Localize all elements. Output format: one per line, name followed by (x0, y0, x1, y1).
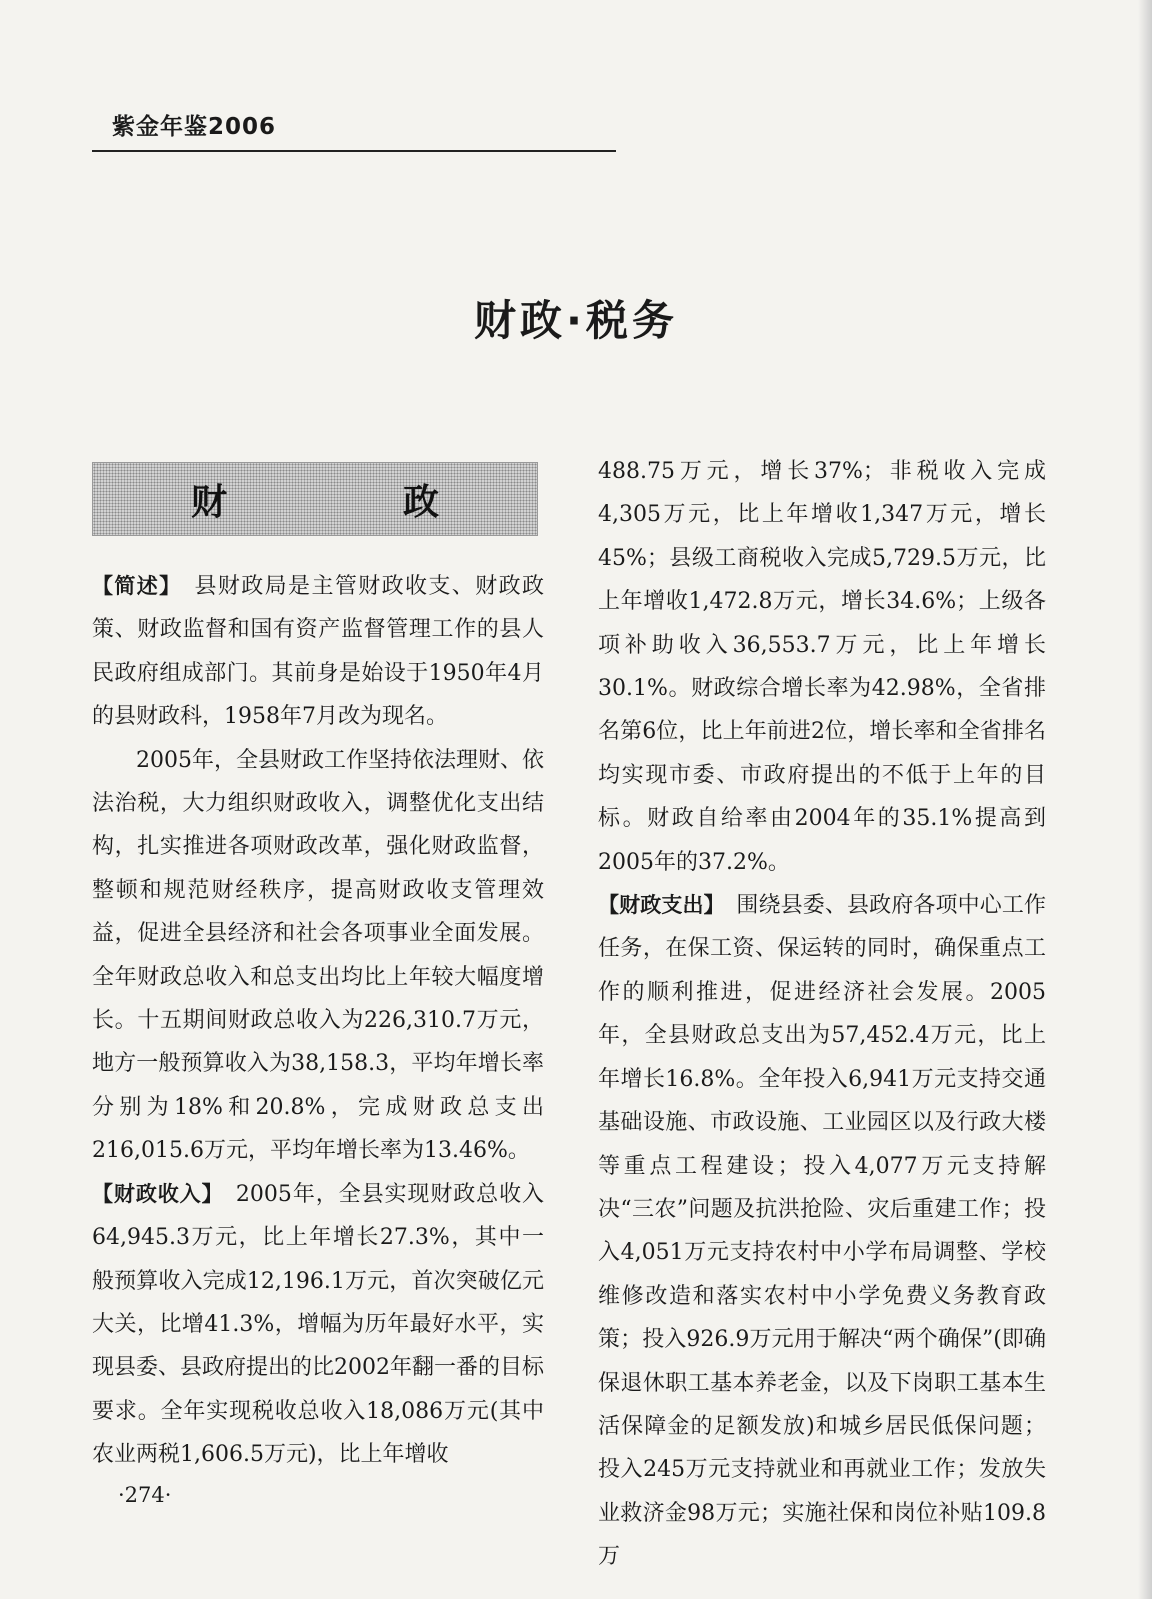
revenue-tag: 【财政收入】 (92, 1181, 213, 1206)
section-banner (92, 462, 538, 536)
page-number: ·274· (118, 1483, 172, 1507)
overview-tag: 【简述】 (92, 574, 172, 598)
paragraph-revenue-continued: 488.75万元，增长37%；非税收入完成4,305万元，比上年增收1,347万元，增长45%；县级工商税收入完成5,729.5万元，比上年增收1,472.8万元，增长34.6%；上级各项补助收入36,553.7万元，比上年增长30.1%。财政综合增长率为42.98%，全省排名第6位，比上年前进2位，增长率和全省排名均实现市委、市政府提出的不低于上年的目标。财政自给率由2004年的35.1%提高到2005年的37.2%。 (598, 459, 1046, 875)
running-header: 紫金年鉴2006 (112, 114, 277, 140)
paragraph-revenue (92, 1173, 544, 1477)
expenditure-tag: 【财政支出】 (598, 893, 715, 918)
paragraph-expenditure (598, 884, 1046, 1579)
section-title: 财 政 (190, 480, 509, 523)
expenditure-text: 围绕县委、县政府各项中心工作任务，在保工资、保运转的同时，确保重点工作的顺利推进，促进经济社会发展。2005年，全县财政总支出为57,452.4万元，比上年增长16.8%。全年投入6,941万元支持交通基础设施、市政设施、工业园区以及行政大楼等重点工程建设；投入4,077万元支持解决“三农”问题及抗洪抢险、灾后重建工作；投入4,051万元支持农村中小学布局调整、学校维修改造和落实农村中小学免费义务教育政策；投入926.9万元用于解决“两个确保”(即确保退休职工基本养老金，以及下岗职工基本生活保障金的足额发放)和城乡居民低保问题；投入245万元支持就业和再就业工作；发放失业救济金98万元；实施社保和岗位补贴109.8万 (598, 893, 1046, 1570)
paragraph-summary-2005: 2005年，全县财政工作坚持依法理财、依法治税，大力组织财政收入，调整优化支出结构，扎实推进各项财政改革，强化财政监督，整顿和规范财经秩序，提高财政收支管理效益，促进全县经济和社会各项事业全面发展。全年财政总收入和总支出均比上年较大幅度增长。十五期间财政总收入为226,310.7万元，地方一般预算收入为38,158.3，平均年增长率分别为18%和20.8%，完成财政总支出216,015.6万元，平均年增长率为13.46%。 (92, 747, 544, 1164)
chapter-title: 财政·税务 (474, 296, 678, 345)
page-edge-shadow (1138, 0, 1152, 1599)
overview-text: 县财政局是主管财政收支、财政政策、财政监督和国有资产监督管理工作的县人民政府组成部门。其前身是始设于1950年4月的县财政科，1958年7月改为现名。 (92, 574, 544, 730)
paragraph-overview (92, 565, 544, 739)
header-rule (92, 150, 616, 152)
left-column (92, 565, 544, 1477)
right-column (598, 450, 1046, 1579)
revenue-text: 2005年，全县实现财政总收入64,945.3万元，比上年增长27.3%，其中一般预算收入完成12,196.1万元，首次突破亿元大关，比增41.3%，增幅为历年最好水平，实现县委、县政府提出的比2002年翻一番的目标要求。全年实现税收总收入18,086万元(其中农业两税1,606.5万元)，比上年增收 (92, 1181, 544, 1468)
